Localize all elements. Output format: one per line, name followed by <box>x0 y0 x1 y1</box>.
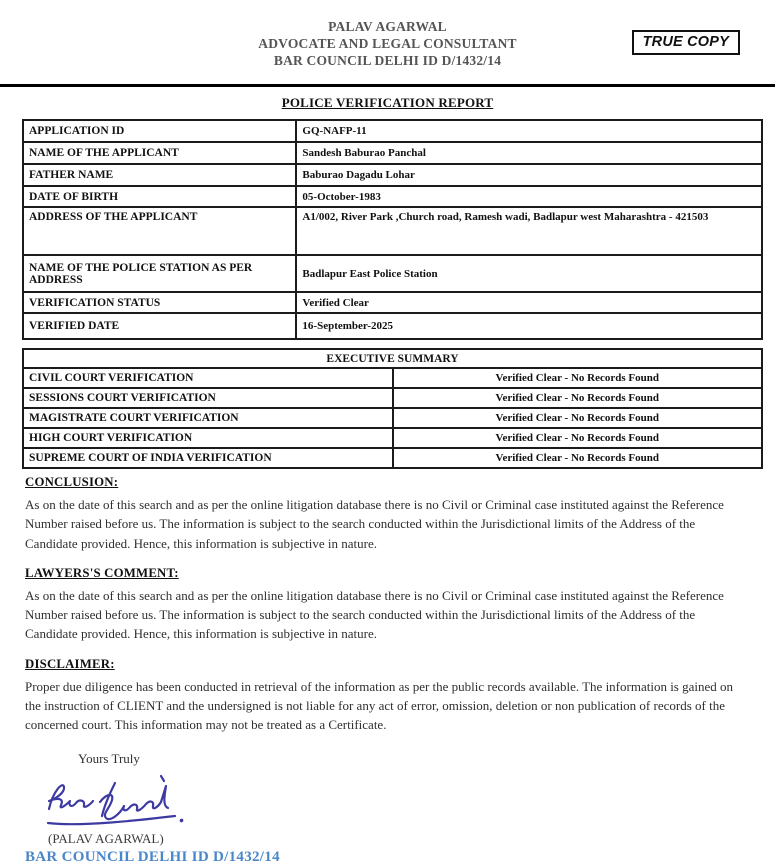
row-value: Sandesh Baburao Panchal <box>296 142 762 164</box>
row-label: DATE OF BIRTH <box>23 186 296 207</box>
row-label: APPLICATION ID <box>23 120 296 142</box>
table-row <box>23 428 762 448</box>
row-value: 05-October-1983 <box>296 186 762 207</box>
page-title: POLICE VERIFICATION REPORT <box>281 95 494 110</box>
lawyers-comment-heading: LAWYERS'S COMMENT: <box>25 565 179 580</box>
row-label: SESSIONS COURT VERIFICATION <box>23 388 393 408</box>
advocate-designation: ADVOCATE AND LEGAL CONSULTANT <box>258 36 517 51</box>
row-value: Baburao Dagadu Lohar <box>296 164 762 186</box>
row-value: GQ-NAFP-11 <box>296 120 762 142</box>
row-label: FATHER NAME <box>23 164 296 186</box>
table-row <box>23 313 762 339</box>
row-value: Badlapur East Police Station <box>296 255 762 292</box>
table-row <box>23 255 762 292</box>
applicant-details-table <box>22 119 763 340</box>
signatory-name: (PALAV AGARWAL) <box>48 830 164 846</box>
executive-summary-title: EXECUTIVE SUMMARY <box>23 349 762 368</box>
signature-block <box>25 751 750 866</box>
table-row <box>23 207 762 255</box>
table-row <box>23 408 762 428</box>
row-label: SUPREME COURT OF INDIA VERIFICATION <box>23 448 393 468</box>
row-value: Verified Clear <box>296 292 762 313</box>
conclusion-section <box>25 475 750 553</box>
row-label: CIVIL COURT VERIFICATION <box>23 368 393 388</box>
row-value: A1/002, River Park ,Church road, Ramesh wadi, Badlapur west Maharashtra - 421503 <box>296 207 762 255</box>
table-row <box>23 186 762 207</box>
salutation: Yours Truly <box>78 750 140 766</box>
lawyers-comment-section <box>25 566 750 644</box>
conclusion-text: As on the date of this search and as per the online litigation database there is no Civil or Criminal case instituted against the Reference Number raised before us. The information is subject to the search conducted within the Jurisdictional limits of the Address of the Candidate provided. Hence, this information is subjective in nature. <box>25 497 724 551</box>
row-value: Verified Clear - No Records Found <box>393 428 763 448</box>
bar-council-id: BAR COUNCIL DELHI ID D/1432/14 <box>273 53 502 68</box>
row-label: NAME OF THE APPLICANT <box>23 142 296 164</box>
table-row <box>23 164 762 186</box>
true-copy-stamp <box>632 30 740 55</box>
document-body <box>0 119 775 866</box>
signatory-bar-council-id: BAR COUNCIL DELHI ID D/1432/14 <box>25 848 280 865</box>
row-label: VERIFICATION STATUS <box>23 292 296 313</box>
executive-summary-table <box>22 348 763 469</box>
header-divider <box>0 84 775 87</box>
row-label: VERIFIED DATE <box>23 313 296 339</box>
row-value: Verified Clear - No Records Found <box>393 408 763 428</box>
row-label: NAME OF THE POLICE STATION AS PER ADDRESS <box>23 255 296 292</box>
conclusion-heading: CONCLUSION: <box>25 475 119 489</box>
lawyers-comment-text: As on the date of this search and as per the online litigation database there is no Civil or Criminal case instituted against the Reference Number raised before us. The information is subject to the search conducted within the Jurisdictional limits of the Address of the Candidate provided. Hence, this information is subjective in nature. <box>25 587 724 642</box>
disclaimer-section <box>25 657 750 735</box>
row-value: Verified Clear - No Records Found <box>393 368 763 388</box>
row-value: Verified Clear - No Records Found <box>393 448 763 468</box>
table-row <box>23 368 762 388</box>
disclaimer-text: Proper due diligence has been conducted in retrieval of the information as per the public records available. The information is gained on the instruction of CLIENT and the undersigned is not liable for any act of error, omission, deletion or non publication of records of the concerned court. This information may not be treated as a Certificate. <box>25 678 734 733</box>
police-verification-report-page <box>0 18 775 865</box>
table-header-row <box>23 349 762 368</box>
row-value: Verified Clear - No Records Found <box>393 388 763 408</box>
table-row <box>23 120 762 142</box>
table-row <box>23 142 762 164</box>
row-label: MAGISTRATE COURT VERIFICATION <box>23 408 393 428</box>
disclaimer-heading: DISCLAIMER: <box>25 656 115 671</box>
true-copy-label: TRUE COPY <box>642 34 729 50</box>
row-label: ADDRESS OF THE APPLICANT <box>23 207 296 255</box>
table-row <box>23 292 762 313</box>
row-label: HIGH COURT VERIFICATION <box>23 428 393 448</box>
table-row <box>23 388 762 408</box>
row-value: 16-September-2025 <box>296 313 762 339</box>
table-row <box>23 448 762 468</box>
advocate-name: PALAV AGARWAL <box>328 19 447 34</box>
